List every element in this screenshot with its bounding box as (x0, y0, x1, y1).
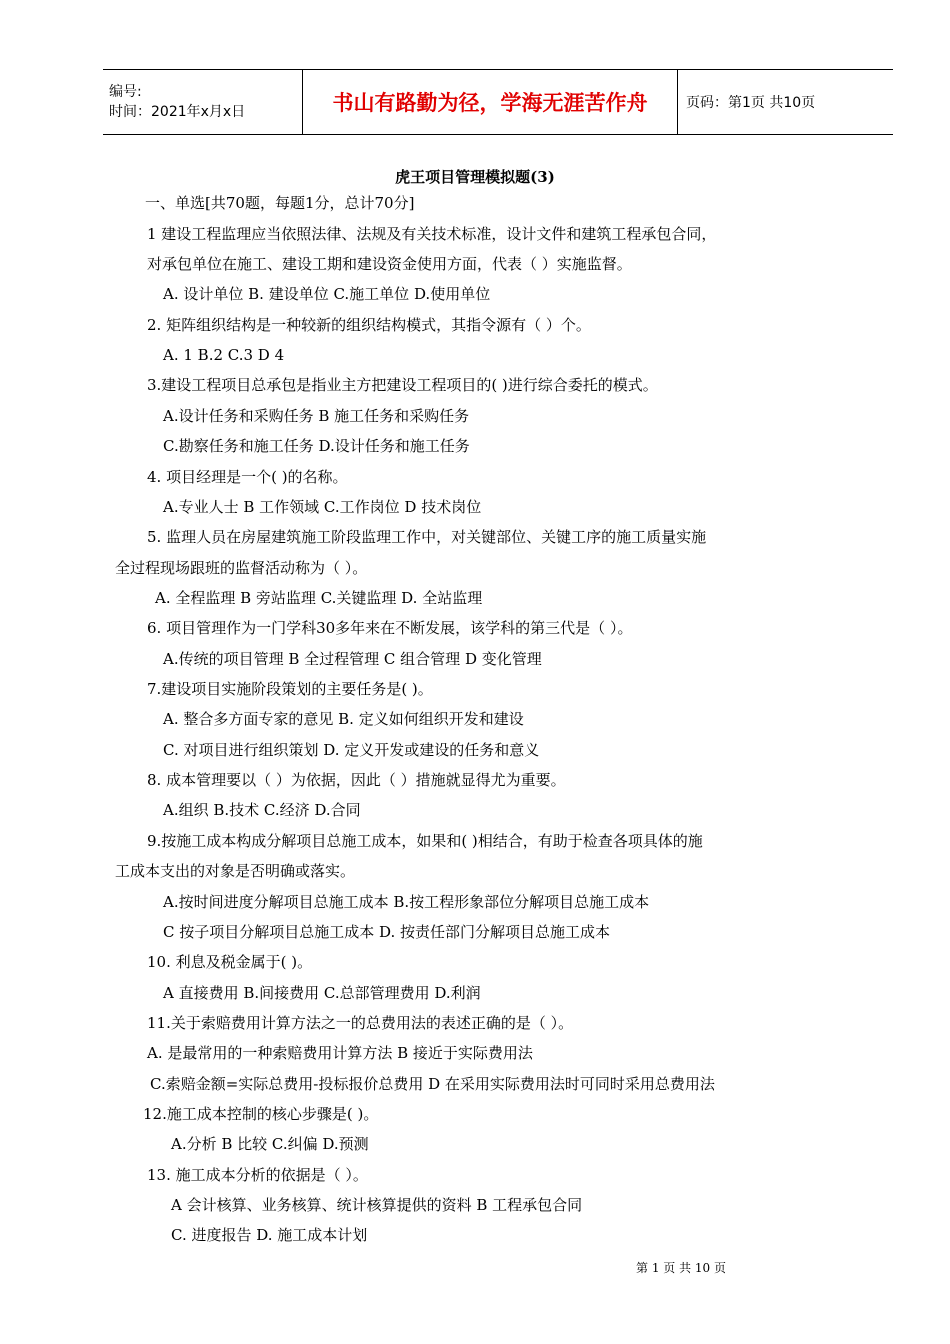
header-motto-cell (303, 70, 678, 134)
question-options: A.专业人士 B 工作领域 C.工作岗位 D 技术岗位 (163, 498, 482, 516)
question-options: C. 进度报告 D. 施工成本计划 (171, 1226, 368, 1244)
page-footer: 第 1 页 共 10 页 (636, 1261, 726, 1275)
question-text: 11.关于索赔费用计算方法之一的总费用法的表述正确的是（ ）。 (147, 1014, 574, 1032)
question-text: 9.按施工成本构成分解项目总施工成本，如果和( )相结合，有助于检查各项具体的施 (147, 832, 703, 850)
header-page-info-cell (678, 70, 893, 134)
question-options: C.勘察任务和施工任务 D.设计任务和施工任务 (163, 437, 470, 455)
question-text: 全过程现场跟班的监督活动称为（ ）。 (115, 559, 368, 577)
question-options: A. 整合多方面专家的意见 B. 定义如何组织开发和建设 (163, 710, 524, 728)
question-text: 8. 成本管理要以（ ）为依据，因此（ ）措施就显得尤为重要。 (147, 771, 566, 789)
motto-text: 书山有路勤为径，学海无涯苦作舟 (332, 91, 648, 115)
question-text: 工成本支出的对象是否明确或落实。 (115, 862, 356, 880)
header-meta (103, 70, 303, 134)
question-options: A 会计核算、业务核算、统计核算提供的资料 B 工程承包合同 (171, 1196, 583, 1214)
question-text: 6. 项目管理作为一门学科30多年来在不断发展，该学科的第三代是（ ）。 (147, 619, 633, 637)
question-text: 5. 监理人员在房屋建筑施工阶段监理工作中，对关键部位、关键工序的施工质量实施 (147, 528, 707, 546)
document-title: 虎王项目管理模拟题(3) (395, 168, 555, 186)
question-text: 10. 利息及税金属于( )。 (147, 953, 313, 971)
question-options: A. 是最常用的一种索赔费用计算方法 B 接近于实际费用法 (147, 1044, 533, 1062)
question-text: 对承包单位在施工、建设工期和建设资金使用方面，代表（ ）实施监督。 (147, 255, 632, 273)
question-text: 13. 施工成本分析的依据是（ ）。 (147, 1166, 368, 1184)
question-text: 3.建设工程项目总承包是指业主方把建设工程项目的( )进行综合委托的模式。 (147, 376, 658, 394)
question-text: 2. 矩阵组织结构是一种较新的组织结构模式，其指令源有（ ）个。 (147, 316, 591, 334)
section-heading: 一、单选[共70题，每题1分，总计70分] (145, 194, 415, 212)
question-text: 7.建设项目实施阶段策划的主要任务是( )。 (147, 680, 433, 698)
question-options: A.设计任务和采购任务 B 施工任务和采购任务 (163, 407, 470, 425)
question-options: C.索赔金额=实际总费用-投标报价总费用 D 在采用实际费用法时可同时采用总费用法 (150, 1075, 715, 1093)
question-options: A.按时间进度分解项目总施工成本 B.按工程形象部位分解项目总施工成本 (163, 893, 650, 911)
question-options: A. 全程监理 B 旁站监理 C.关键监理 D. 全站监理 (155, 589, 483, 607)
question-text: 4. 项目经理是一个( )的名称。 (147, 468, 348, 486)
question-options: A 直接费用 B.间接费用 C.总部管理费用 D.利润 (163, 984, 481, 1002)
question-options: C 按子项目分解项目总施工成本 D. 按责任部门分解项目总施工成本 (163, 923, 611, 941)
question-options: A.传统的项目管理 B 全过程管理 C 组合管理 D 变化管理 (163, 650, 542, 668)
document-header (103, 69, 893, 135)
question-options: A. 设计单位 B. 建设单位 C.施工单位 D.使用单位 (163, 285, 491, 303)
page-info: 页码：第1页 共10页 (686, 95, 816, 111)
question-options: A. 1 B.2 C.3 D 4 (163, 346, 285, 364)
question-options: C. 对项目进行组织策划 D. 定义开发或建设的任务和意义 (163, 741, 540, 759)
time-label: 时间：2021年x月x日 (109, 104, 246, 120)
question-options: A.分析 B 比较 C.纠偏 D.预测 (171, 1135, 369, 1153)
question-options: A.组织 B.技术 C.经济 D.合同 (163, 801, 361, 819)
question-text: 1 建设工程监理应当依照法律、法规及有关技术标准，设计文件和建筑工程承包合同， (147, 225, 717, 243)
question-text: 12.施工成本控制的核心步骤是( )。 (143, 1105, 379, 1123)
number-label: 编号: (109, 84, 142, 100)
